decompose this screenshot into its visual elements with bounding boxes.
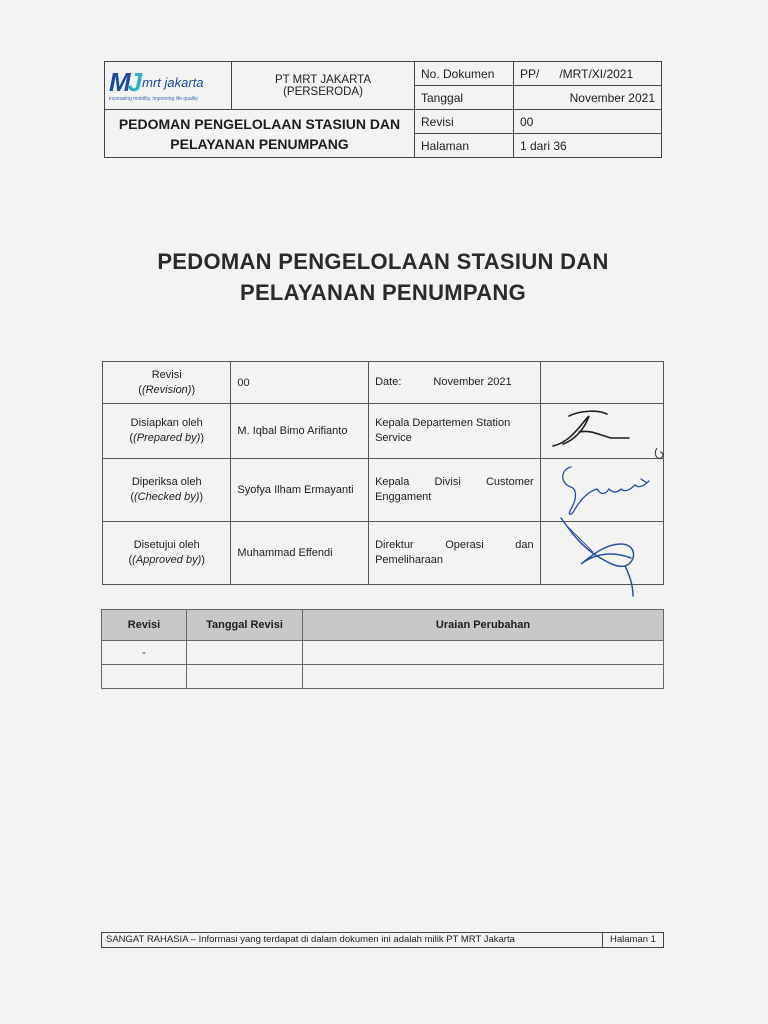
date-value: November 2021	[433, 376, 512, 388]
checked-position-word3: Customer	[485, 476, 534, 488]
prepared-position	[369, 404, 541, 459]
revisi-value-cell: 00	[231, 362, 369, 404]
prepared-position-line1: Kepala Departemen Station	[375, 417, 511, 429]
document-title-line2: PELAYANAN PENUMPANG	[170, 135, 349, 152]
table-row	[102, 641, 664, 665]
revision-header-uraian: Uraian Perubahan	[303, 610, 664, 641]
document-header-table	[104, 61, 662, 158]
checked-position-word2: Divisi	[434, 476, 461, 488]
approved-name: Muhammad Effendi	[231, 522, 369, 585]
checked-role-label-en: ((Checked by))	[130, 491, 204, 503]
checked-position	[369, 459, 541, 522]
revision-header-tanggal: Tanggal Revisi	[187, 610, 303, 641]
checked-position-line2: Enggament	[375, 491, 432, 503]
no-dokumen-value	[514, 62, 662, 86]
table-cell	[303, 641, 664, 665]
table-cell	[303, 665, 664, 689]
approved-position-word3: dan	[515, 539, 534, 551]
document-title-line1: PEDOMAN PENGELOLAAN STASIUN DAN	[118, 115, 401, 132]
tanggal-value: November 2021	[514, 86, 662, 110]
no-dokumen-text: PP/ /MRT/XI/2021	[520, 66, 634, 81]
main-title-line1: PEDOMAN PENGELOLAAN STASIUN DAN	[157, 249, 609, 274]
halaman-label: Halaman	[415, 134, 514, 158]
revisi-role-label-en: ((Revision))	[138, 383, 196, 396]
revisi-role-en-text: (Revision)	[141, 383, 192, 396]
logo-text: mrt jakarta	[142, 74, 204, 90]
logo-tagline: increasing mobility, improving life quality	[109, 96, 198, 102]
no-dokumen-label: No. Dokumen	[415, 62, 514, 86]
logo-cell	[105, 62, 232, 110]
revision-header-revisi: Revisi	[102, 610, 187, 641]
prepared-signature-cell	[540, 404, 663, 459]
revisi-role-label: Revisi	[151, 368, 182, 381]
prepared-role-label-en: ((Prepared by))	[129, 432, 205, 444]
prepared-role-en-text: (Prepared by)	[133, 432, 201, 444]
checked-signature-cell	[540, 459, 663, 522]
prepared-position-line2: Service	[375, 432, 412, 444]
approval-table	[102, 361, 664, 585]
table-cell	[187, 641, 303, 665]
table-cell: -	[102, 641, 187, 665]
approved-role-label-en: ((Approved by))	[128, 554, 205, 566]
document-title	[105, 110, 415, 158]
checked-role-label: Diperiksa oleh	[131, 476, 202, 488]
approved-position-line2: Pemeliharaan	[375, 554, 443, 566]
approved-role-en-text: (Approved by)	[132, 554, 202, 566]
table-cell	[187, 665, 303, 689]
approved-role-label: Disetujui oleh	[133, 539, 200, 551]
prepared-name: M. Iqbal Bimo Arifianto	[231, 404, 369, 459]
approved-position-word2: Operasi	[445, 539, 484, 551]
tanggal-label: Tanggal	[415, 86, 514, 110]
checked-position-line1	[375, 475, 534, 490]
revisi-role-cell	[103, 362, 231, 404]
checked-name: Syofya Ilham Ermayanti	[231, 459, 369, 522]
main-title-line2: PELAYANAN PENUMPANG	[239, 280, 527, 305]
date-label: Date:	[375, 376, 402, 388]
prepared-role-label: Disiapkan oleh	[130, 417, 203, 429]
table-cell	[102, 665, 187, 689]
prepared-signature	[541, 404, 671, 464]
approved-role-cell	[103, 522, 231, 585]
approved-position-line1	[375, 538, 534, 553]
empty-sign-cell	[540, 362, 663, 404]
date-cell	[369, 362, 541, 404]
approved-signature-cell	[540, 522, 663, 585]
main-title	[104, 246, 662, 308]
revisi-label: Revisi	[415, 110, 514, 134]
checked-position-word1: Kepala	[375, 476, 410, 488]
footer-confidential-text: SANGAT RAHASIA – Informasi yang terdapat di dalam dokumen ini adalah milik PT MRT Jakarta	[102, 933, 603, 947]
checked-role-cell	[103, 459, 231, 522]
footer-page-number: Halaman 1	[610, 934, 656, 945]
approved-position	[369, 522, 541, 585]
halaman-value: 1 dari 36	[514, 134, 662, 158]
approved-signature	[541, 522, 671, 602]
mrt-jakarta-logo	[109, 69, 227, 102]
mrt-logo-icon: MJ	[109, 67, 140, 97]
approved-position-word1: Direktur	[375, 539, 414, 551]
revision-table	[101, 609, 664, 689]
prepared-role-cell	[103, 404, 231, 459]
page-footer	[101, 932, 664, 948]
revisi-value: 00	[514, 110, 662, 134]
checked-role-en-text: (Checked by)	[134, 491, 200, 503]
company-name: PT MRT JAKARTA (PERSERODA)	[232, 62, 415, 110]
table-row	[102, 665, 664, 689]
